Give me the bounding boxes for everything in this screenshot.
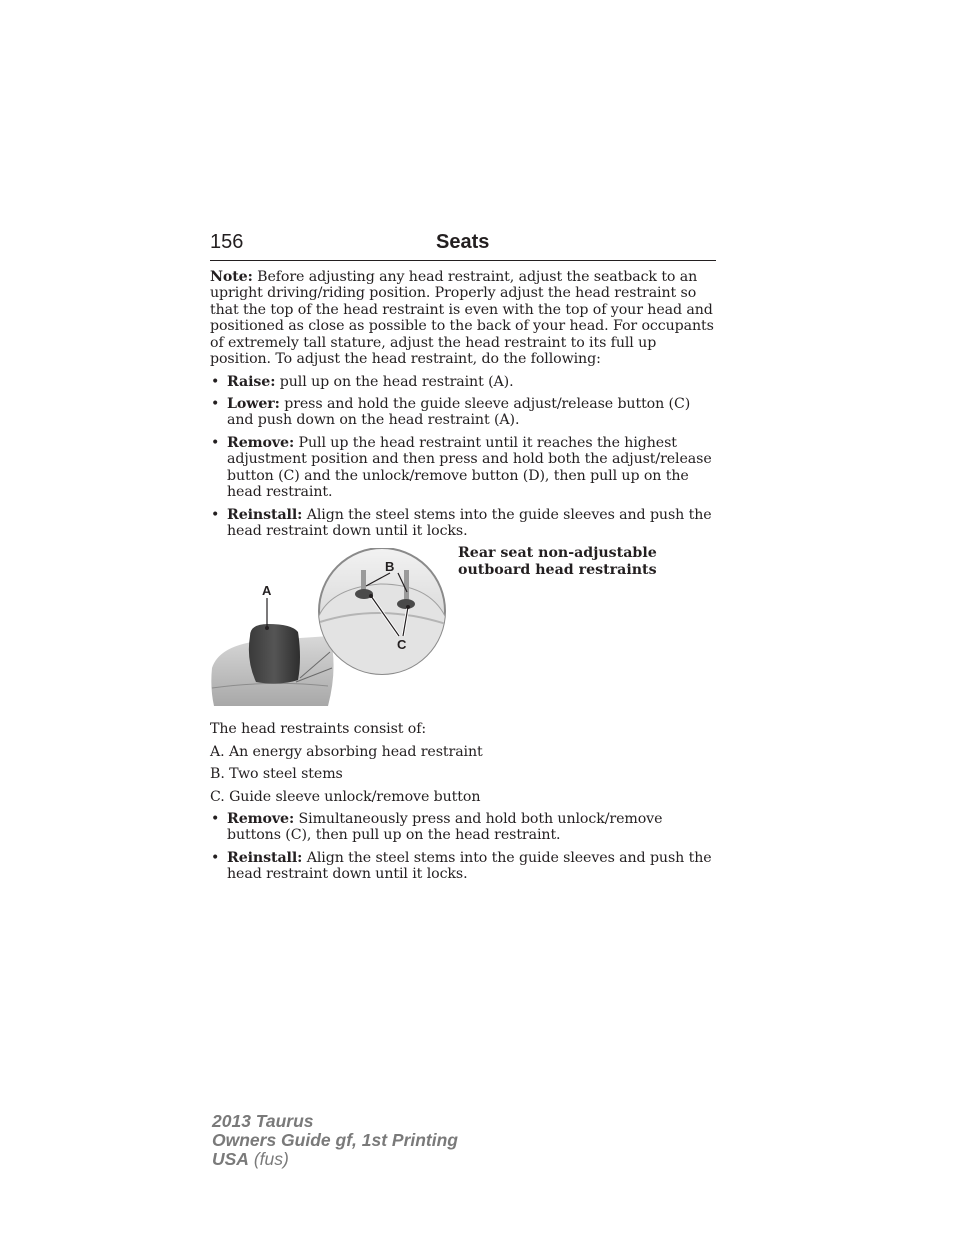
- bullet-label: Raise:: [227, 374, 276, 390]
- bullet-dot: •: [211, 435, 220, 451]
- consist-item-c: C. Guide sleeve unlock/remove button: [210, 789, 481, 805]
- footer-region: USA: [212, 1149, 249, 1169]
- bullet-text: Pull up the head restraint until it reaches the highest adjustment position and then press and hold both the adjust/release button (C) and the unlock/remove button (D), then pull up on the head restraint.: [227, 435, 712, 501]
- page-footer: [212, 1112, 458, 1169]
- footer-edition: Owners Guide gf, 1st Printing: [212, 1130, 458, 1150]
- head-restraint-illustration: [210, 548, 450, 708]
- bullet-text: press and hold the guide sleeve adjust/release button (C) and push down on the head restraint (A).: [227, 396, 691, 429]
- bullet-dot: •: [211, 850, 220, 866]
- bullet-text: pull up on the head restraint (A).: [275, 374, 514, 390]
- bullet-text: Align the steel stems into the guide sleeves and push the head restraint down until it locks.: [227, 850, 712, 883]
- callout-a: A: [262, 583, 272, 598]
- bullet-label: Remove:: [227, 435, 295, 451]
- bullet-label: Reinstall:: [227, 850, 303, 866]
- bullet-text: Align the steel stems into the guide sleeves and push the head restraint down until it locks.: [227, 507, 712, 540]
- bullet-text: Simultaneously press and hold both unlock/remove buttons (C), then pull up on the head restraint.: [227, 811, 663, 844]
- consist-item-b: B. Two steel stems: [210, 766, 343, 782]
- footer-model: 2013 Taurus: [212, 1111, 314, 1131]
- page-title: Seats: [436, 231, 490, 253]
- bullet-dot: •: [211, 811, 220, 827]
- callout-b: B: [385, 559, 395, 574]
- note-paragraph: [210, 269, 716, 367]
- head-restraint-drawing: [210, 548, 450, 708]
- note-text: Before adjusting any head restraint, adjust the seatback to an upright driving/riding position. Properly adjust the head restraint so that the top of the head restraint is even with the top of your head and positioned as close as possible to the back of your head. For occupants of extremely tall stature, adjust the head restraint to its full up position. To adjust the head restraint, do the following:: [210, 269, 714, 368]
- head-restraint: [249, 624, 300, 684]
- bullet-label: Lower:: [227, 396, 280, 412]
- footer-market-code: (fus): [248, 1149, 289, 1169]
- bullet-label: Remove:: [227, 811, 295, 827]
- note-label: Note:: [210, 269, 253, 285]
- page-header: [210, 230, 716, 261]
- callout-c: C: [397, 637, 407, 652]
- bullet-label: Reinstall:: [227, 507, 303, 523]
- bullet-dot: •: [211, 507, 220, 523]
- bullet-dot: •: [211, 374, 220, 390]
- consist-intro: The head restraints consist of:: [210, 721, 427, 737]
- page-number: 156: [210, 231, 244, 253]
- figure-caption: Rear seat non-adjustable outboard head restraints: [458, 545, 657, 578]
- consist-item-a: A. An energy absorbing head restraint: [210, 744, 483, 760]
- bullet-dot: •: [211, 396, 220, 412]
